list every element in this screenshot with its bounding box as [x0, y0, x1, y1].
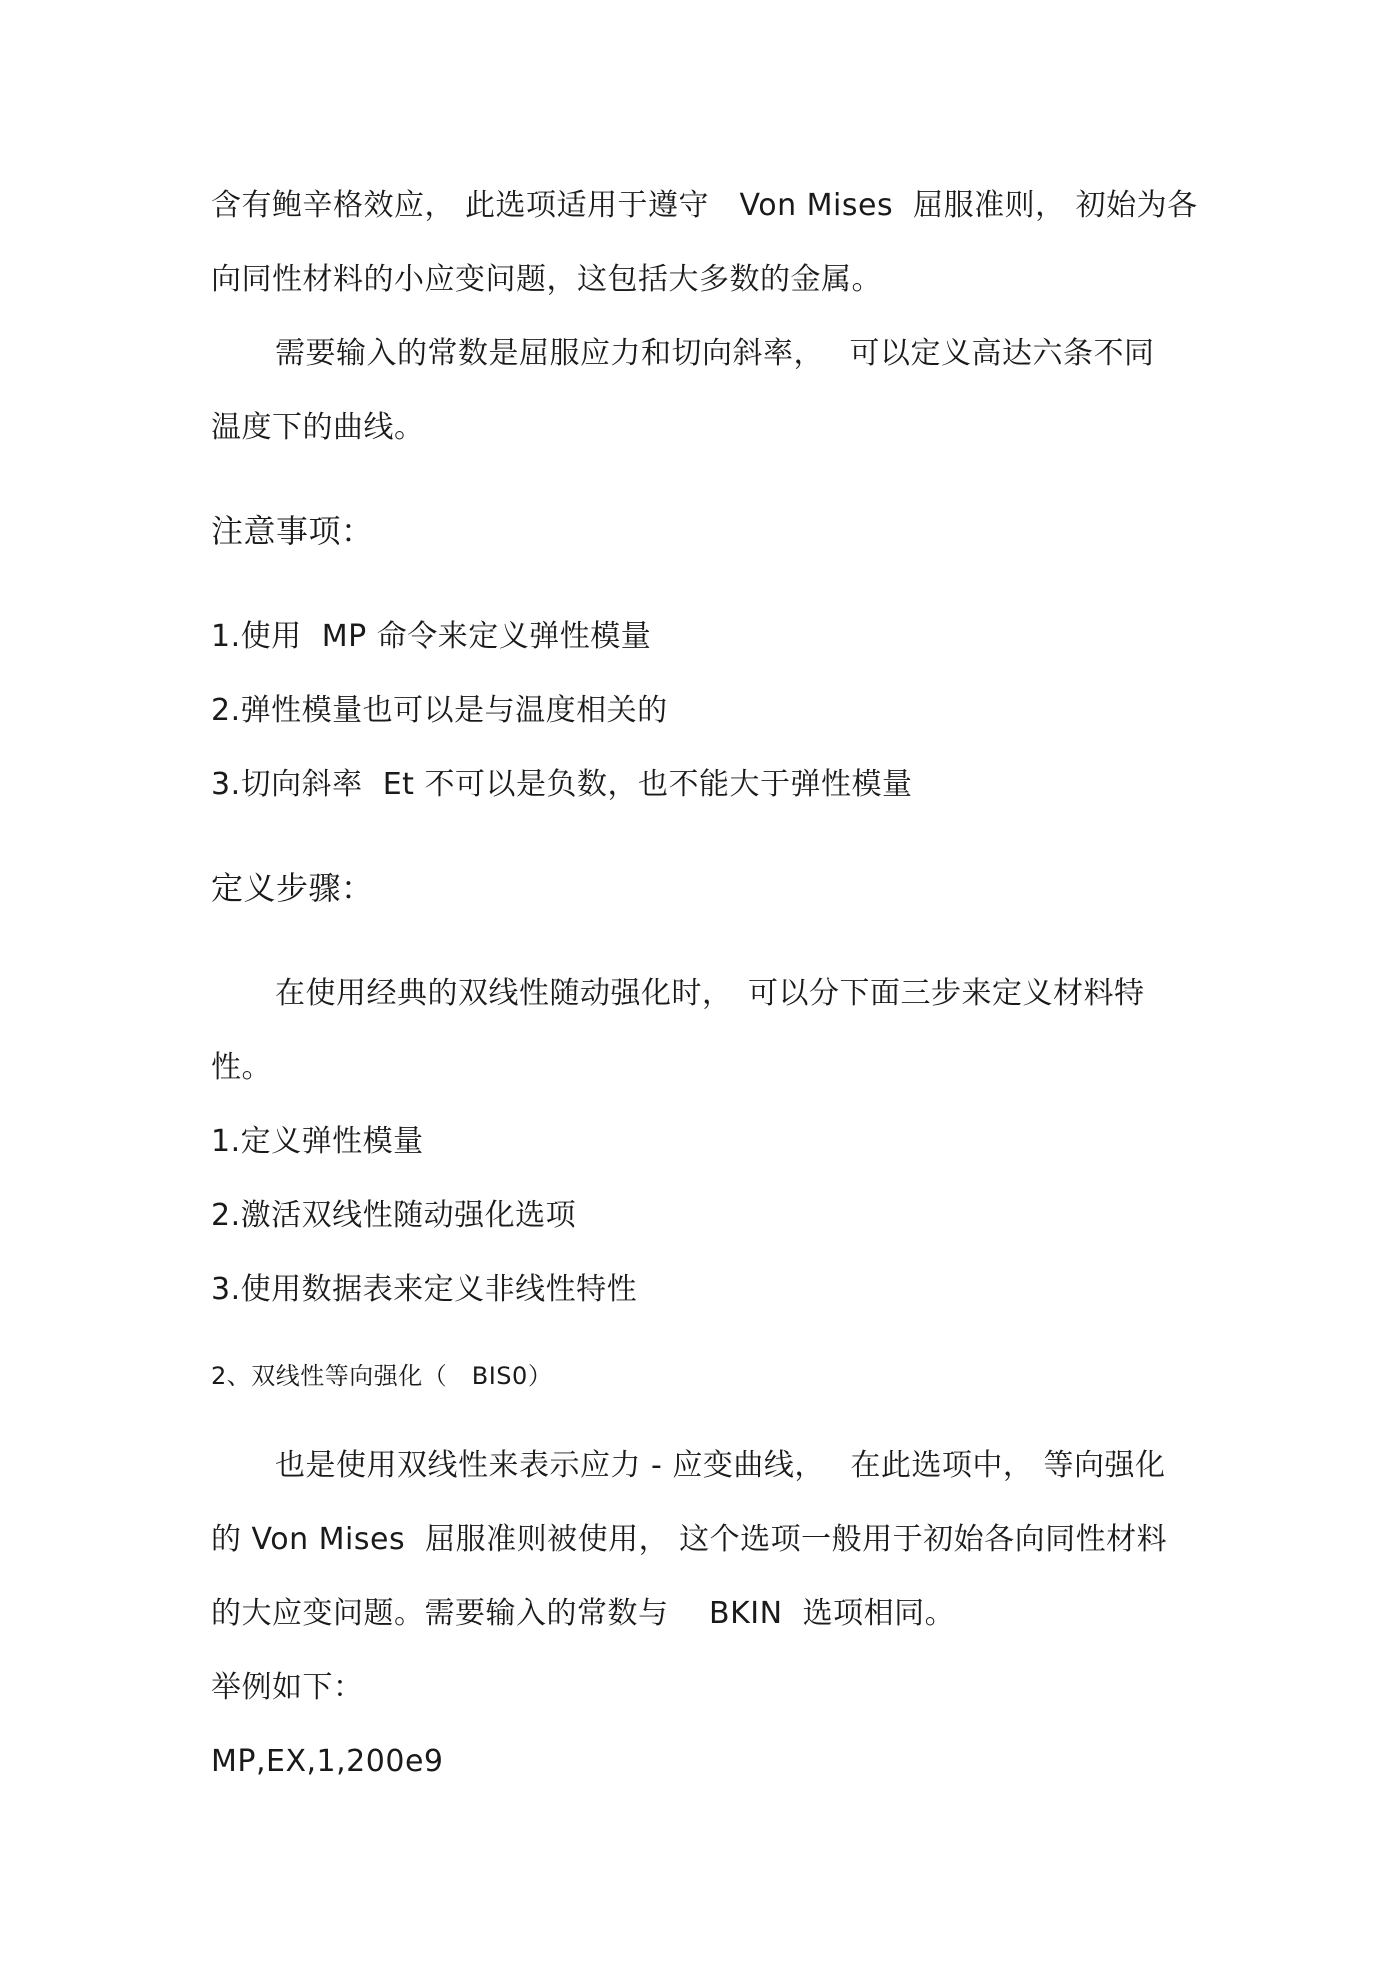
steps-item-1: 1.定义弹性模量 [211, 1124, 424, 1159]
biso-paragraph-line-3: 的大应变问题。需要输入的常数与 BKIN 选项相同。 [211, 1596, 956, 1631]
example-command: MP,EX,1,200e9 [211, 1744, 444, 1779]
example-label: 举例如下： [211, 1670, 364, 1705]
paragraph-line-2: 向同性材料的小应变问题，这包括大多数的金属。 [211, 262, 882, 297]
steps-paragraph-line-2: 性。 [211, 1050, 272, 1085]
steps-paragraph-line-1: 在使用经典的双线性随动强化时， 可以分下面三步来定义材料特 [275, 976, 1145, 1011]
steps-item-3: 3.使用数据表来定义非线性特性 [211, 1272, 638, 1307]
notes-item-2: 2.弹性模量也可以是与温度相关的 [211, 693, 668, 728]
biso-paragraph-line-2: 的 Von Mises 屈服准则被使用， 这个选项一般用于初始各向同性材料 [211, 1522, 1168, 1557]
paragraph-line-1: 含有鲍辛格效应， 此选项适用于遵守 Von Mises 屈服准则， 初始为各 [211, 188, 1198, 223]
subsection-heading-biso: 2、双线性等向强化（ BIS0） [211, 1362, 553, 1390]
biso-paragraph-line-1: 也是使用双线性来表示应力 - 应变曲线， 在此选项中， 等向强化 [275, 1448, 1166, 1483]
steps-item-2: 2.激活双线性随动强化选项 [211, 1198, 577, 1233]
paragraph-line-3: 需要输入的常数是屈服应力和切向斜率， 可以定义高达六条不同 [275, 336, 1155, 371]
paragraph-line-4: 温度下的曲线。 [211, 410, 425, 445]
section-heading-notes: 注意事项： [211, 512, 374, 550]
notes-item-1: 1.使用 MP 命令来定义弹性模量 [211, 619, 652, 654]
section-heading-steps: 定义步骤： [211, 869, 374, 907]
notes-item-3: 3.切向斜率 Et 不可以是负数，也不能大于弹性模量 [211, 767, 913, 802]
